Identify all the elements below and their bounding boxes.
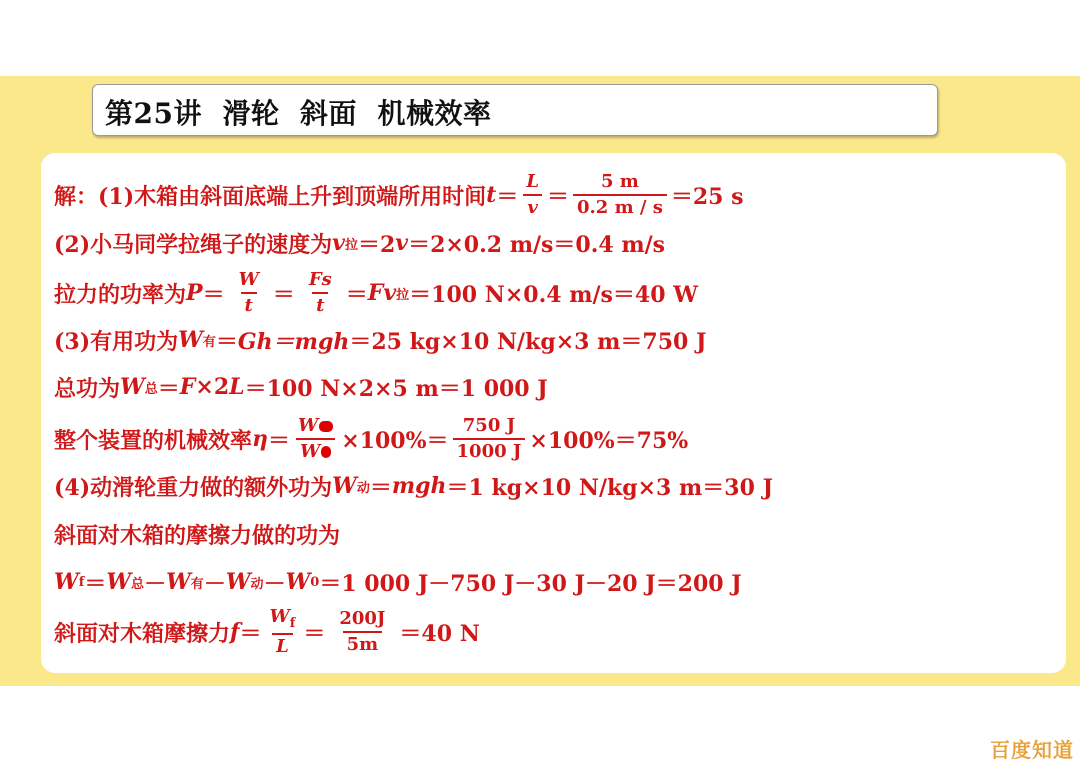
solution-line-8	[54, 514, 340, 554]
line5-eq: ＝	[157, 375, 180, 402]
line2-v2: v	[395, 230, 409, 256]
line3-tail: ＝100 N×0.4 m/s＝40 W	[409, 281, 698, 308]
denominator: v	[523, 194, 541, 217]
denominator: t	[241, 292, 257, 315]
line5-W-subscript: 总	[144, 381, 158, 397]
line7-prefix: (4)动滑轮重力做的额外功为	[54, 474, 333, 501]
line6-eta: η	[252, 426, 269, 452]
line10-prefix: 斜面对木箱摩擦力	[54, 620, 231, 647]
line9-minus: －	[263, 570, 286, 597]
line10-tail: ＝40 N	[399, 620, 480, 647]
denominator: L	[272, 633, 293, 656]
fraction-Fs-over-t	[305, 271, 336, 315]
solution-line-7	[54, 466, 773, 506]
line10-eq1: ＝	[239, 620, 262, 647]
line3-eq2: ＝	[272, 281, 295, 308]
ink-blot-mark	[319, 421, 333, 432]
numerator: 750 J	[462, 415, 516, 436]
numerator: L	[526, 171, 539, 192]
denominator: 0.2 m / s	[573, 194, 667, 217]
line6-prefix: 整个装置的机械效率	[54, 427, 253, 454]
line6-mid: ×100%＝	[341, 427, 449, 454]
line9-W3: W	[225, 569, 251, 595]
line9-Wf: W	[54, 569, 79, 595]
solution-line-5	[54, 367, 548, 407]
line9-minus: －	[203, 570, 226, 597]
line2-v-subscript: 拉	[344, 237, 358, 253]
solution-line-6	[54, 411, 688, 467]
line2-tail: ＝2	[357, 231, 396, 258]
solution-panel	[41, 153, 1066, 673]
line4-expr: Gh＝mgh	[237, 328, 350, 355]
line9-minus: －	[144, 570, 167, 597]
line8-text: 斜面对木箱的摩擦力做的功为	[54, 522, 341, 549]
fraction-L-over-v	[522, 173, 543, 217]
numerator: W	[238, 269, 259, 290]
solution-line-10	[54, 603, 480, 661]
line4-W-subscript: 有	[202, 334, 216, 350]
line1-eq2: ＝	[546, 183, 569, 210]
title-banner	[92, 84, 938, 136]
numerator: W	[294, 417, 337, 438]
fraction-efficiency-symbolic	[294, 417, 337, 461]
line5-L: L	[229, 374, 245, 400]
line9-tail: ＝1 000 J－750 J－30 J－20 J＝200 J	[319, 570, 742, 597]
line7-W-subscript: 动	[356, 480, 370, 496]
line6-eq1: ＝	[268, 427, 291, 454]
line9-W4: W	[285, 569, 311, 595]
line5-prefix: 总功为	[54, 375, 121, 402]
line5-x: ×2	[195, 374, 230, 400]
line3-eq1: ＝	[202, 281, 225, 308]
numerator: 5 m	[601, 171, 639, 192]
solution-line-1	[54, 169, 744, 221]
line9-W1: W	[106, 569, 132, 595]
denominator: W	[296, 438, 335, 461]
fraction-200J-over-5m	[335, 610, 389, 654]
fraction-W-over-t	[235, 271, 263, 315]
line3-prefix: 拉力的功率为	[54, 281, 187, 308]
fraction-Wf-over-L	[266, 608, 300, 656]
numerator: $W_f$	[269, 606, 296, 631]
line4-tail: ＝25 kg×10 N/kg×3 m＝750 J	[349, 328, 707, 355]
ink-blot-mark	[321, 446, 331, 458]
solution-line-9	[54, 562, 742, 602]
denominator: 5m	[343, 631, 383, 654]
line5-F: F	[179, 374, 196, 400]
line3-P: P	[186, 280, 203, 306]
line1-tail: ＝25 s	[670, 183, 744, 210]
line3-v-subscript: 拉	[396, 287, 410, 303]
line2-tail2: ＝2×0.2 m/s＝0.4 m/s	[408, 231, 666, 258]
fraction-750-over-1000	[453, 417, 526, 461]
line2-v: v	[332, 230, 345, 256]
line5-tail: ＝100 N×2×5 m＝1 000 J	[244, 375, 548, 402]
solution-line-4	[54, 320, 706, 360]
denominator: 1000 J	[453, 438, 526, 461]
line1-eq1: ＝	[496, 183, 519, 210]
line6-tail: ×100%＝75%	[529, 427, 689, 454]
line9-eq: ＝	[84, 570, 107, 597]
line9-W2-subscript: 有	[190, 576, 204, 592]
line1-prefix: 解：(1)木箱由斜面底端上升到顶端所用时间	[54, 183, 487, 210]
numerator: 200J	[339, 608, 386, 629]
line3-eq3: ＝	[345, 281, 368, 308]
solution-line-3	[54, 267, 698, 319]
line9-W4-subscript: 0	[310, 574, 320, 590]
line7-tail: ＝1 kg×10 N/kg×3 m＝30 J	[446, 474, 773, 501]
denominator: t	[312, 292, 328, 315]
line4-W: W	[178, 327, 203, 353]
line4-eq: ＝	[215, 328, 238, 355]
baidu-zhidao-watermark: 百度知道	[990, 738, 1074, 762]
line9-W2: W	[166, 569, 191, 595]
line9-W3-subscript: 动	[250, 576, 264, 592]
line7-mgh: mgh	[391, 473, 447, 499]
line4-prefix: (3)有用功为	[54, 328, 179, 355]
page-title: 第25讲 滑轮 斜面 机械效率	[105, 97, 492, 130]
fraction-5m-over-speed	[573, 173, 667, 217]
numerator: Fs	[308, 269, 332, 290]
line7-eq: ＝	[369, 474, 392, 501]
line2-prefix: (2)小马同学拉绳子的速度为	[54, 231, 333, 258]
solution-line-2	[54, 223, 665, 263]
line1-t: t	[486, 182, 497, 208]
line10-f: f	[230, 619, 240, 645]
line10-eq2: ＝	[303, 620, 326, 647]
line9-W1-subscript: 总	[131, 576, 145, 592]
line9-f-subscript: f	[78, 574, 85, 590]
line3-Fv: Fv	[367, 280, 397, 306]
line7-W: W	[332, 473, 357, 499]
line5-W: W	[120, 374, 145, 400]
